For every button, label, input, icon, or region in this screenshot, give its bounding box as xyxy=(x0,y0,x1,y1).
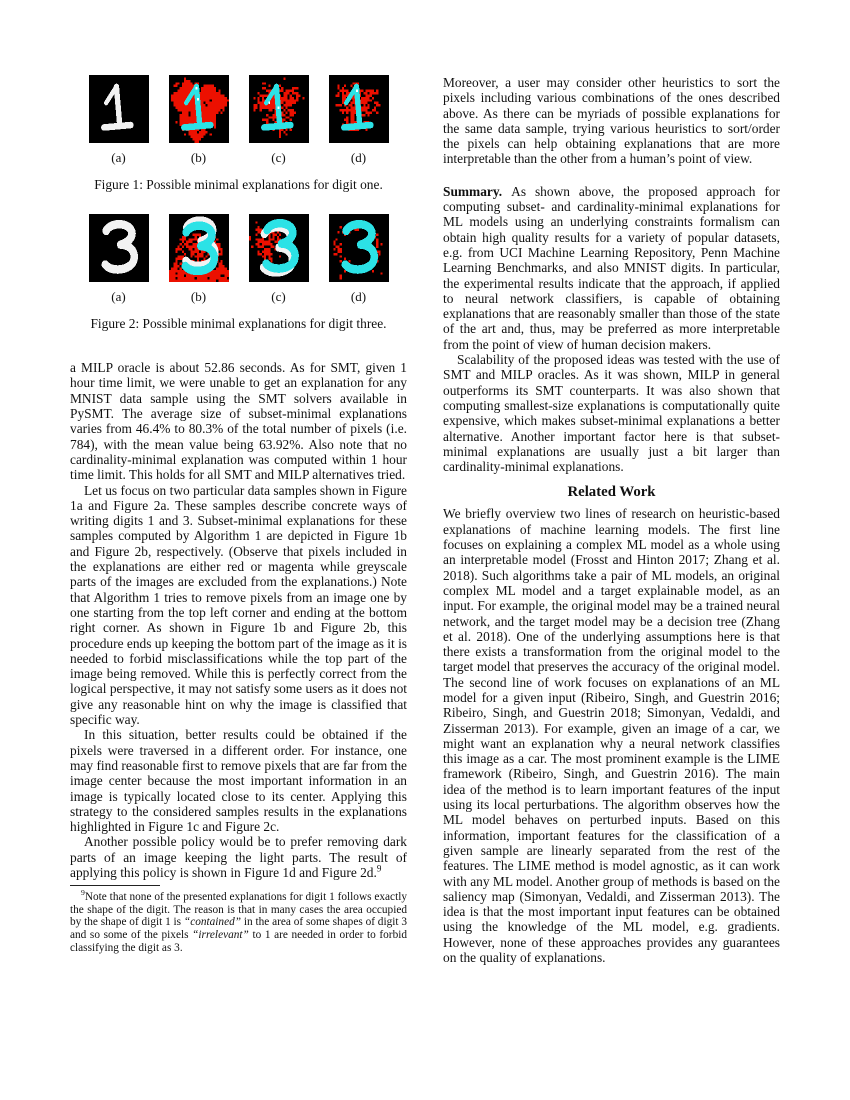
mnist-image-2a xyxy=(89,214,149,282)
digit-one-explanation-d-image xyxy=(329,75,389,143)
figure-label: (d) xyxy=(350,288,367,304)
digit-one-explanation-c-image xyxy=(249,75,309,143)
figure-label: (d) xyxy=(350,150,367,165)
mnist-image-1d xyxy=(329,75,389,143)
figure-1 xyxy=(70,75,407,193)
figure-1-caption: Figure 1: Possible minimal explanations for digit one. xyxy=(94,177,383,193)
mnist-image-1c xyxy=(249,75,309,143)
figure-label: (b) xyxy=(190,288,207,304)
left-column xyxy=(70,75,407,954)
paragraph-heuristics: Moreover, a user may consider other heuristics to sort the pixels including various combinations of the ones described above. As there can be myriads of possible explanations for the same data sample, trying various heuristics to sort/order the pixels can help obtaining explanations that are more interpretable than the other from a human’s point of view. xyxy=(443,75,780,167)
paragraph-traversal-order: In this situation, better results could be obtained if the pixels were traversed in a different order. For instance, one may find reasonable first to remove pixels that are far from the image center because the most important information in an image is typically located close to its center. Applying this strategy to the considered samples results in the explanations highlighted in Figure 1c and Figure 2c. xyxy=(70,727,407,835)
figure-2-labels xyxy=(89,289,389,304)
paragraph-data-samples: Let us focus on two particular data samples shown in Figure 1a and Figure 2a. These samples describe concrete ways of writing digits 1 and 3. Subset-minimal explanations for these samples computed by Algorithm 1 are depicted in Figure 1b and Figure 2b, respectively. (Observe that pixels included in the explanations are either red or magenta while greyscale parts of the images are excluded from the explanations.) Note that Algorithm 1 tries to remove pixels from an image one by one starting from the top left corner and ending at the bottom right corner. As shown in Figure 1b and Figure 2b, this procedure ends up keeping the bottom part of the image as it is needed to forbid misclassifications while the top part of the image being removed. While this is perfectly correct from the logical perspective, it may not satisfy some users as it does not give any reasonable hint on why the image is classified that specific way. xyxy=(70,482,407,728)
figure-label: (b) xyxy=(190,150,207,165)
figure-label: (a) xyxy=(111,288,126,304)
digit-three-original-image xyxy=(89,214,149,282)
digit-one-original-image xyxy=(89,75,149,143)
figure-2 xyxy=(70,214,407,332)
paragraph-dark-parts-policy: Another possible policy would be to prefer removing dark parts of an image keeping the light parts. The result of applying this policy is shown in Figure 1d and Figure 2d.$^9$ xyxy=(70,834,407,880)
footnote xyxy=(70,885,407,954)
figure-label: (c) xyxy=(271,288,286,304)
figure-label: (c) xyxy=(271,150,286,165)
mnist-image-2d xyxy=(329,214,389,282)
paragraph-scalability: Scalability of the proposed ideas was tested with the use of SMT and MILP oracles. As it was shown, MILP in general outperforms its SMT counterparts. It was also shown that computing smallest-size explanations is computationally quite expensive, which makes subset-minimal explanations a better alternative. Another important factor here is that subset-minimal explanations are usually just a bit larger than cardinality-minimal explanations. xyxy=(443,352,780,475)
mnist-image-1b xyxy=(169,75,229,143)
paragraph-related-work: We briefly overview two lines of research on heuristic-based explanations of machine learning models. The first line focuses on explaining a complex ML model as a whole using an interpretable model (Frosst and Hinton 2017; Zhang et al. 2018). Such algorithms take a pair of ML models, an original complex ML model and a target explainable model, as an input. For example, the original model may be a trained neural network, and the target model may be a decision tree (Zhang et al. 2018). One of the underlying assumptions here is that there exists a transformation from the original model to the target model that preserves the accuracy of the original model. The second line of work focuses on explanations of an ML model for a given input (Ribeiro, Singh, and Guestrin 2016; Ribeiro, Singh, and Guestrin 2018; Simonyan, Vedaldi, and Zisserman 2013). For example, given an image of a car, we might want an explanation why a neural network classifies this image as a car. The most prominent example is the LIME framework (Ribeiro, Singh, and Guestrin 2016). The main idea of the method is to learn important features of the input using its local perturbations. The algorithm observes how the ML model behaves on perturbed inputs. Based on this information, important features for the classification of a given sample are linearly separated from the rest of the features. The LIME method is model agnostic, as it can work with any ML model. Another group of methods is based on the saliency map (Simonyan, Vedaldi, and Zisserman 2013). The idea is that the most important input features can be obtained using the knowledge of the ML model, e.g. gradients. However, none of these approaches provides any guarantees on the quality of explanations. xyxy=(443,506,780,966)
digit-three-explanation-b-image xyxy=(169,214,229,282)
mnist-image-2c xyxy=(249,214,309,282)
figure-2-caption: Figure 2: Possible minimal explanations for digit three. xyxy=(90,315,387,331)
section-heading-related-work: Related Work xyxy=(567,484,656,501)
digit-three-explanation-c-image xyxy=(249,214,309,282)
figure-1-labels xyxy=(89,150,389,165)
paragraph-summary: Summary. As shown above, the proposed approach for computing subset- and cardinality-minimal explanations for ML models using an underlying constraints formalism can obtain high quality results for a variety of popular datasets, e.g. from UCI Machine Learning Repository, Penn Machine Learning Benchmarks, and also MNIST digits. In particular, the experimental results indicate that the approach, if applied to neural network classifiers, is capable of obtaining explanations that are reasonably smaller than those of the state of the art and, thus, may be preferred as more interpretable from the point of view of human decision makers. xyxy=(443,183,780,352)
paragraph-milp-results: a MILP oracle is about 52.86 seconds. As for SMT, given 1 hour time limit, we were unable to get an explanation for any MNIST data sample using the SMT solvers available in PySMT. The average size of subset-minimal explanations varies from 46.4% to 80.3% of the total number of pixels (i.e. 784), with the mean value being 63.92%. Also note that no cardinality-minimal explanation was computed within 1 hour time limit. This holds for all SMT and MILP alternatives tried. xyxy=(70,360,407,483)
figure-label: (a) xyxy=(111,150,126,165)
footnote-text: $^9$Note that none of the presented explanations for digit 1 follows exactly the shape of the digit. The reason is that in many cases the area occupied by the shape of digit 1 is “contained” in the area of some shapes of digit 3 and so some of the pixels “irrelevant” to 1 are needed in order to forbid classifying the digit as 3. xyxy=(70,888,408,954)
right-column xyxy=(443,75,780,965)
digit-three-explanation-d-image xyxy=(329,214,389,282)
figure-2-images xyxy=(89,214,389,282)
mnist-image-2b xyxy=(169,214,229,282)
figure-1-images xyxy=(89,75,389,143)
mnist-image-1a xyxy=(89,75,149,143)
digit-one-explanation-b-image xyxy=(169,75,229,143)
footnote-rule xyxy=(70,885,160,886)
